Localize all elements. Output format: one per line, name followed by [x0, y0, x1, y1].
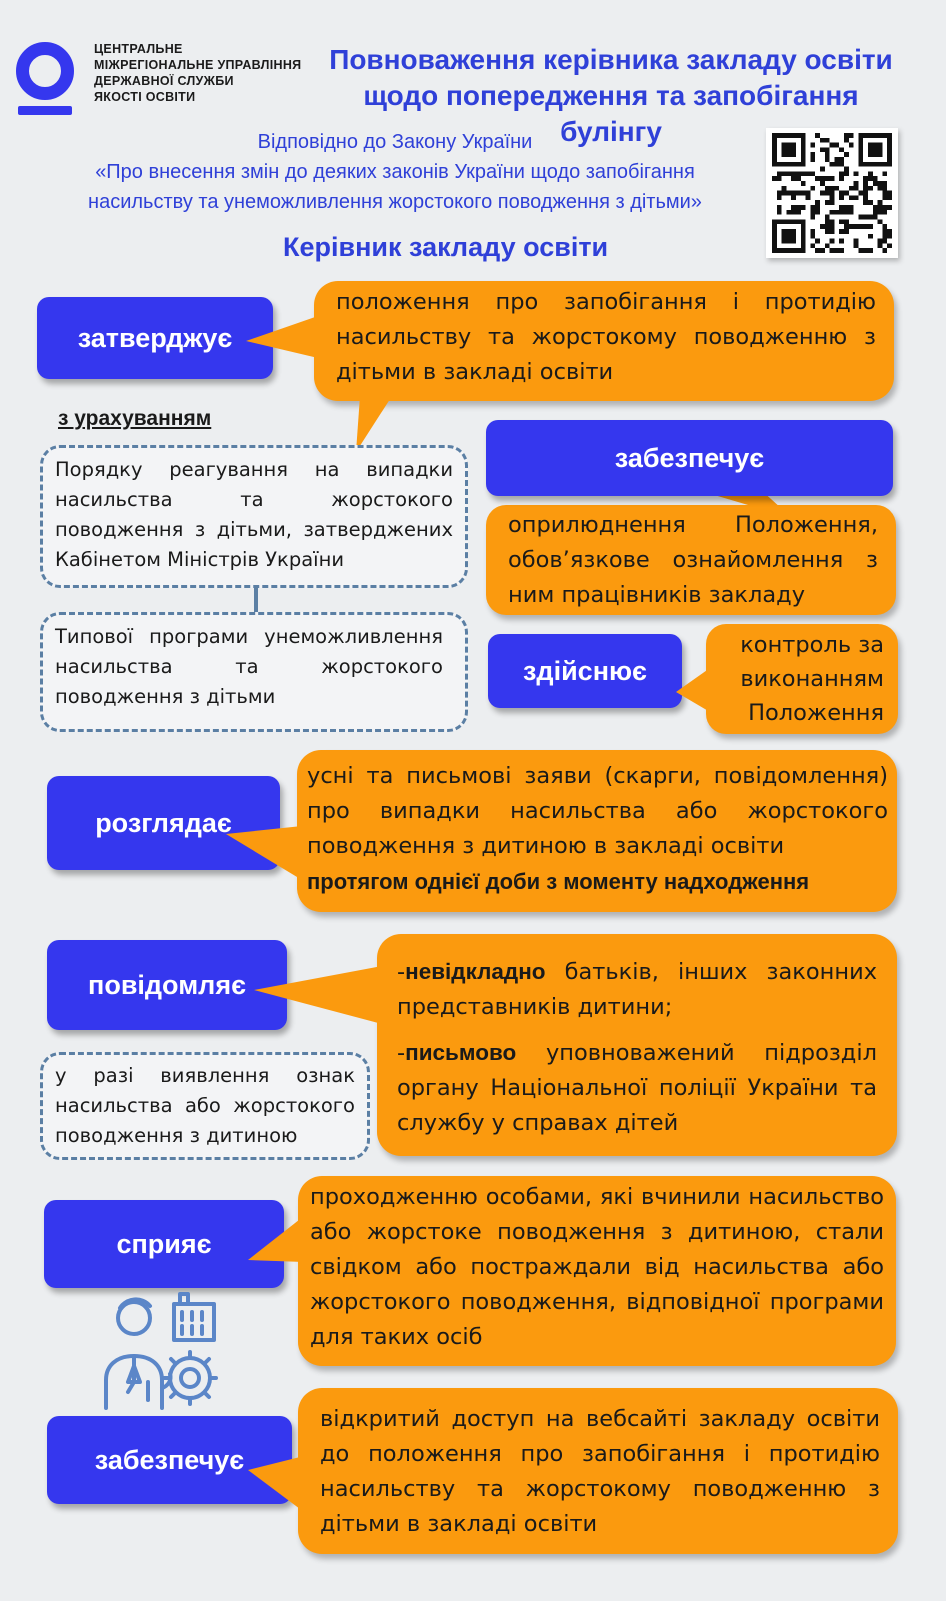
approves-text: положення про запобігання і протидію насильству та жорстокому поводженню з дітьми в закладі освіти: [336, 289, 876, 385]
subtitle-line: «Про внесення змін до деяких законів України щодо запобігання: [95, 161, 695, 183]
subtitle-line: Відповідно до Закону України: [257, 131, 533, 153]
ensures2-text: відкритий доступ на вебсайті закладу освіти до положення про запобігання і протидію насильству та жорстокому поводженню з дітьми в закладі освіти: [320, 1406, 880, 1537]
procedure-text: Порядку реагування на випадки насильства та жорстокого поводження з дітьми, затверджених Кабінетом Міністрів України: [55, 458, 453, 571]
org-line: ЯКОСТІ ОСВІТИ: [94, 90, 196, 104]
condition-text: у разі виявлення ознак насильства або жорстокого поводження з дитиною: [55, 1064, 355, 1147]
program-text: Типової програми унеможливлення насильства та жорстокого поводження з дітьми: [55, 625, 443, 708]
exercises-button-label: здійснює: [523, 655, 647, 686]
notifies-item-bold: невідкладно: [405, 959, 546, 984]
notifies-item-bold: письмово: [405, 1040, 517, 1065]
ensures1-button-label: забезпечує: [614, 442, 765, 473]
notifies-item: -письмово уповноважений підрозділ органу Національної поліції України та службу у справах дітей: [397, 1040, 877, 1136]
reviews-text-bold: протягом однієї доби з моменту надходження: [307, 869, 810, 894]
promotes-button-label: сприяє: [116, 1228, 212, 1259]
title-line: щодо попередження та запобігання булінгу: [363, 80, 859, 147]
notifies-item: -невідкладно батьків, інших законних представників дитини;: [397, 959, 878, 1020]
exercises-text: контроль за: [740, 632, 884, 658]
ensures2-button-label: забезпечує: [94, 1444, 245, 1475]
exercises-text: виконанням: [740, 666, 884, 692]
org-line: МІЖРЕГІОНАЛЬНЕ УПРАВЛІННЯ: [94, 58, 302, 72]
approves-button-label: затверджує: [77, 322, 233, 353]
reviews-text: усні та письмові заяви (скарги, повідомлення) про випадки насильства або жорстокого поводження з дитиною в закладі освіти: [307, 763, 888, 859]
org-line: ДЕРЖАВНОЇ СЛУЖБИ: [94, 74, 234, 88]
subtitle-line: насильству та унеможливлення жорстокого поводження з дітьми»: [88, 191, 702, 213]
ensures1-text: оприлюднення Положення, обов’язкове ознайомлення з ним працівників закладу: [508, 512, 878, 608]
reviews-button-label: розглядає: [95, 807, 232, 838]
promotes-text: проходженню особами, які вчинили насильство або жорстоке поводження з дитиною, стали свідком або постраждали від насильства або жорстокого поводження, відповідної програми для таких осіб: [310, 1184, 884, 1350]
notifies-item-text: уповноважений підрозділ органу Національної поліції України та службу у справах дітей: [397, 1040, 877, 1136]
notifies-item-text: батьків, інших законних представників дитини;: [397, 959, 878, 1020]
considering-label-text: з урахуванням: [58, 407, 212, 430]
exercises-text: Положення: [748, 700, 884, 726]
title-line: Повноваження керівника закладу освіти: [329, 44, 893, 75]
org-line: ЦЕНТРАЛЬНЕ: [94, 42, 183, 56]
section-title: Керівник закладу освіти: [283, 232, 609, 262]
notifies-button-label: повідомляє: [88, 969, 246, 1000]
